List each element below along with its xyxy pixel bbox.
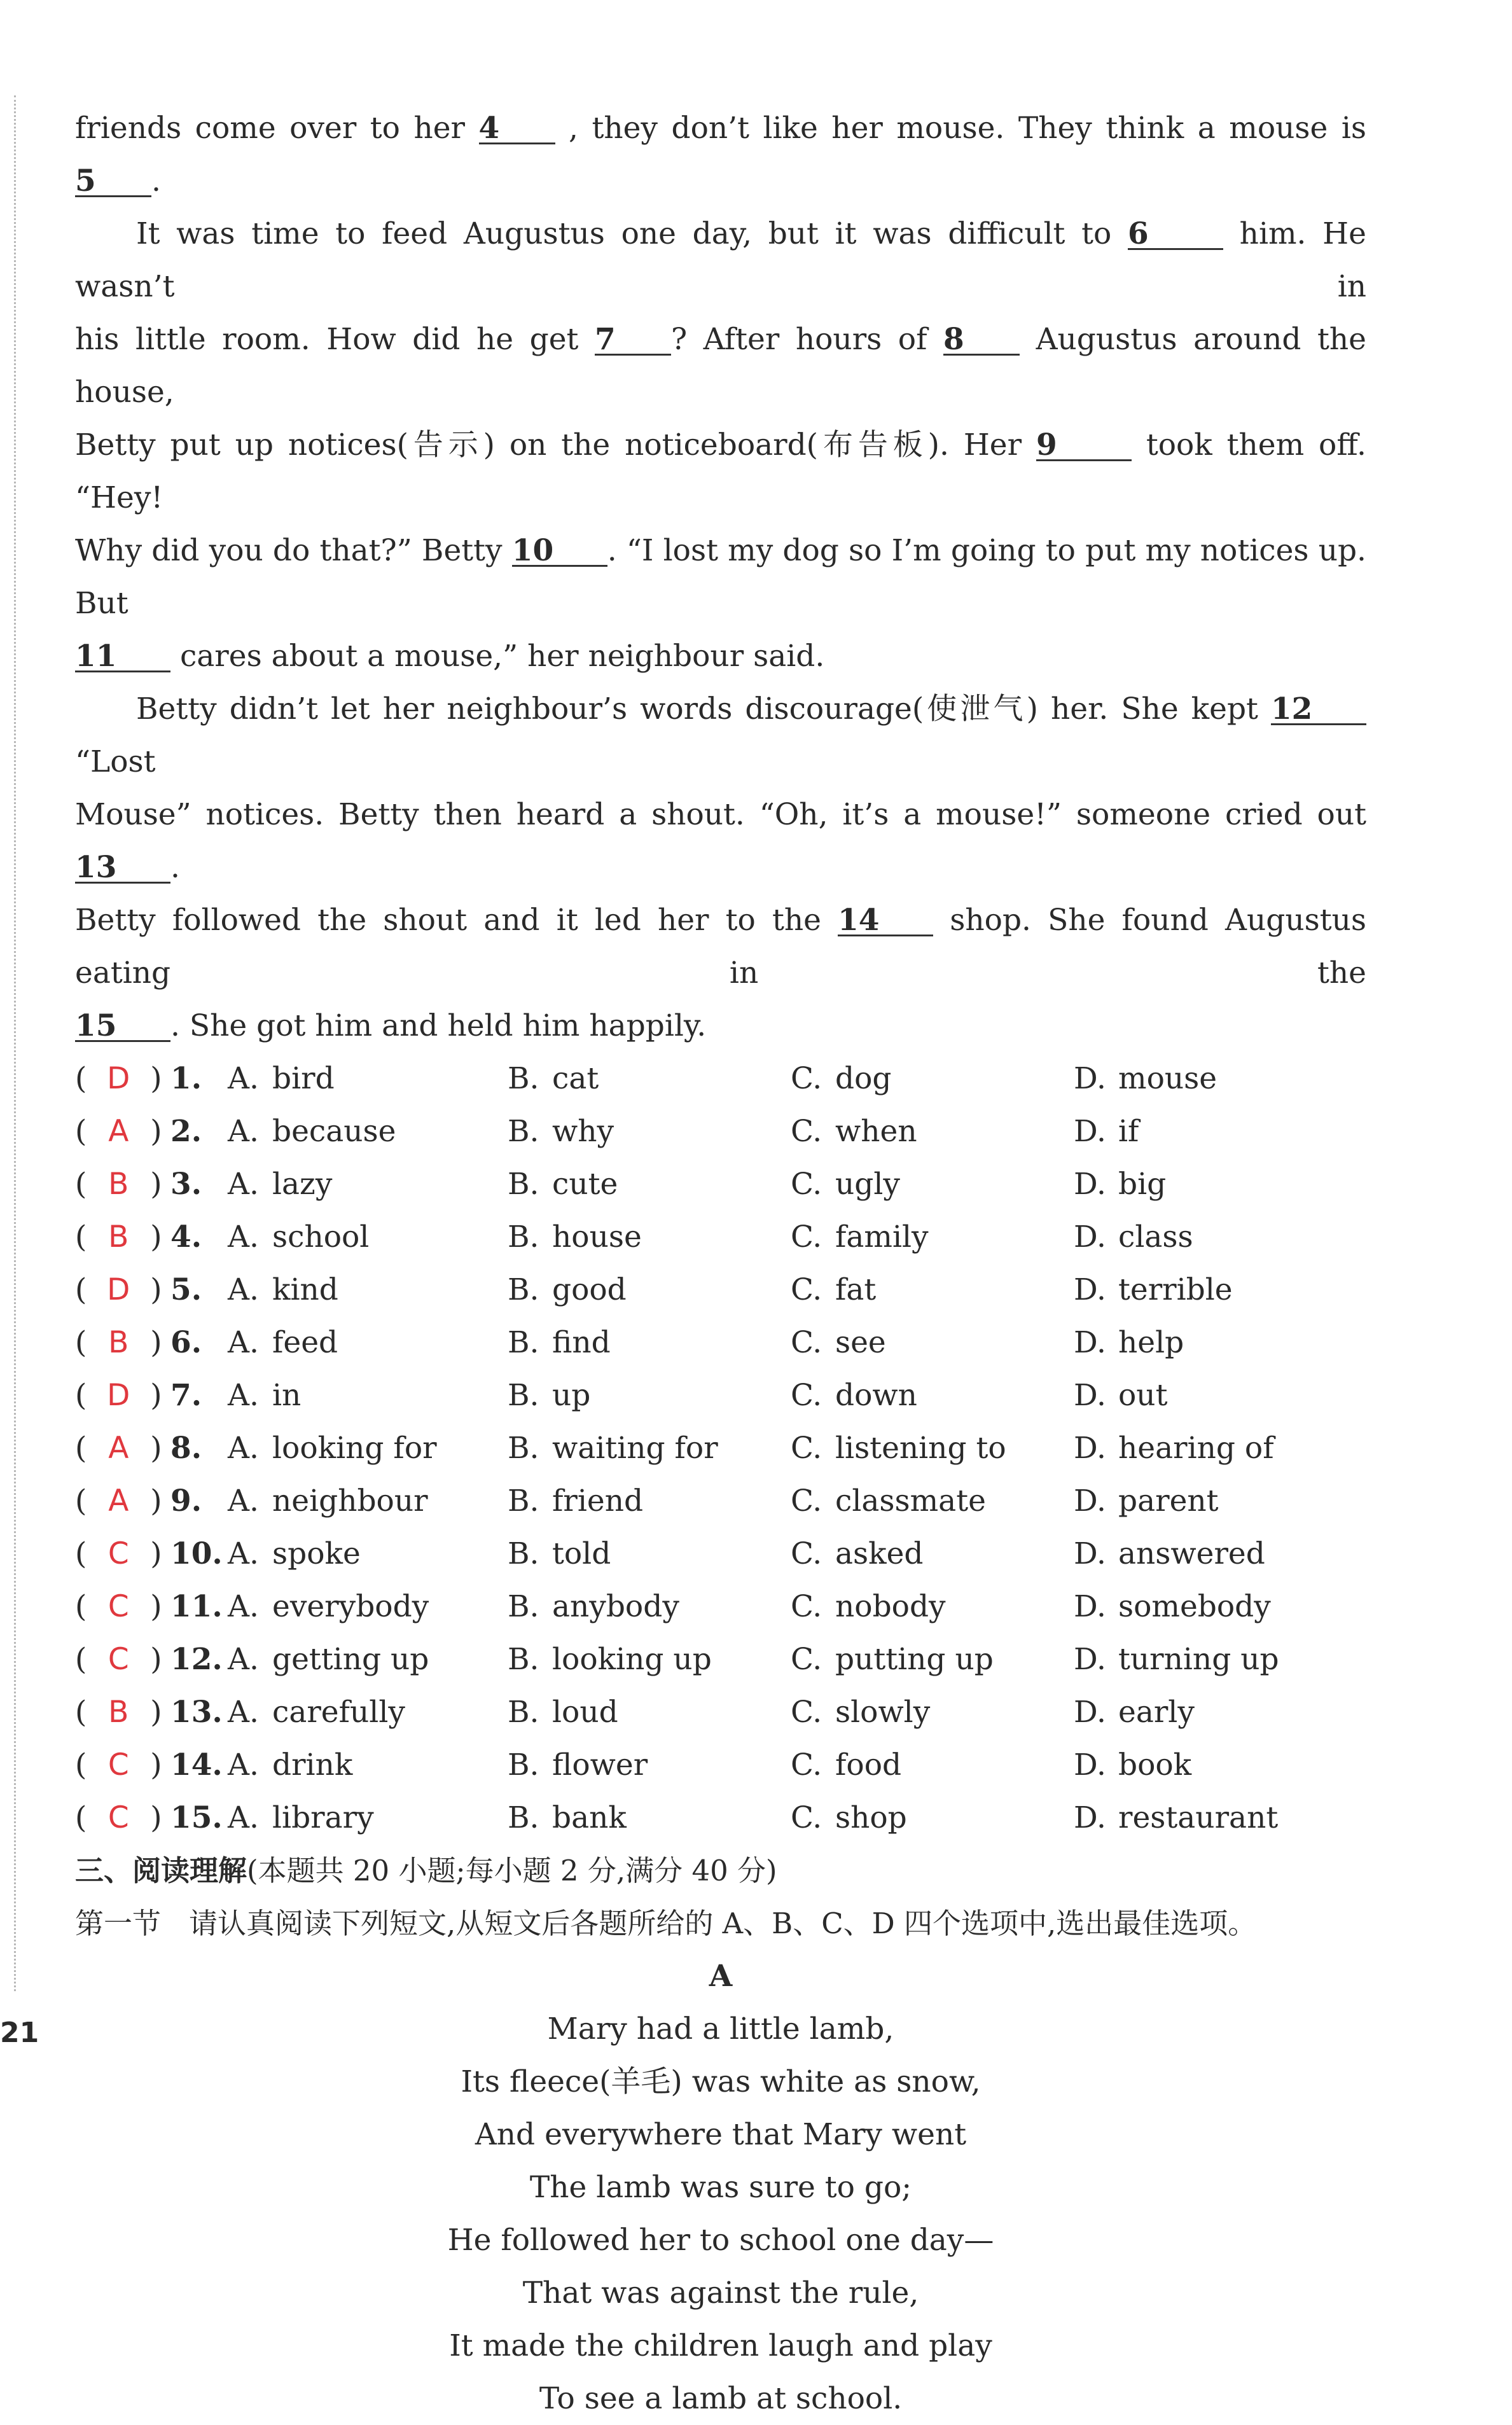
option-d [1074,1105,1139,1158]
option-text: shop [835,1800,907,1835]
answer-parenthesis: ( C ) [75,1633,164,1686]
option-letter: C. [791,1483,822,1518]
poem-line: That was against the rule, [522,2276,919,2310]
question-row [75,1739,1366,1791]
question-row [75,1791,1366,1844]
option-a [228,1211,369,1263]
option-letter: C. [791,1589,822,1624]
option-b [508,1686,618,1739]
option-b [508,1422,718,1475]
option-letter: B. [508,1642,539,1677]
answer-parenthesis: ( A ) [75,1475,164,1527]
answer-letter: C [108,1800,129,1835]
blank-8: 8 [943,326,1020,356]
passage-line: 11 cares about a mouse,” her neighbour said. [75,639,825,674]
option-text: when [835,1114,917,1149]
option-text: looking up [552,1642,712,1677]
option-d [1074,1422,1274,1475]
option-text: out [1118,1378,1168,1413]
option-letter: A. [228,1642,259,1677]
blank-15: 15 [75,1012,170,1042]
option-text: listening to [835,1431,1006,1466]
option-text: early [1118,1695,1195,1730]
option-letter: C. [791,1748,822,1782]
option-text: waiting for [552,1431,718,1466]
answer-letter: A [108,1114,129,1149]
option-text: good [552,1272,627,1307]
option-letter: B. [508,1748,539,1782]
poem-line: To see a lamb at school. [539,2381,903,2416]
question-number: 13. [170,1695,223,1730]
option-text: library [272,1800,374,1835]
question-number: 1. [170,1061,202,1096]
option-d [1074,1686,1195,1739]
answer-letter: C [108,1642,129,1677]
option-c [791,1475,986,1527]
option-text: feed [272,1325,338,1360]
option-letter: D. [1074,1378,1106,1413]
option-d [1074,1475,1219,1527]
option-letter: D. [1074,1167,1106,1202]
option-letter: B. [508,1431,539,1466]
option-text: because [272,1114,396,1149]
option-text: flower [552,1748,648,1782]
option-b [508,1263,627,1316]
option-text: dog [835,1061,892,1096]
poem [75,2003,1366,2425]
part-label: 第一节 [75,1907,162,1940]
poem-line: Mary had a little lamb, [547,2012,894,2046]
poem-line: He followed her to school one day— [447,2223,994,2258]
answer-parenthesis: ( D ) [75,1369,164,1422]
option-c [791,1527,924,1580]
margin-dotted-line [14,95,16,1991]
question-row [75,1633,1366,1686]
option-letter: A. [228,1114,259,1149]
option-letter: C. [791,1800,822,1835]
option-letter: A. [228,1800,259,1835]
option-text: putting up [835,1642,994,1677]
question-number: 3. [170,1167,202,1202]
option-text: in [272,1378,302,1413]
option-letter: D. [1074,1800,1106,1835]
option-a [228,1158,332,1211]
option-text: mouse [1118,1061,1217,1096]
option-text: nobody [835,1589,946,1624]
answer-parenthesis: ( A ) [75,1422,164,1475]
option-letter: D. [1074,1325,1106,1360]
option-c [791,1422,1006,1475]
question-row [75,1422,1366,1475]
answer-letter: B [108,1167,129,1202]
answer-parenthesis: ( C ) [75,1527,164,1580]
question-number: 14. [170,1748,223,1782]
option-letter: A. [228,1748,259,1782]
passage-line: 15 . She got him and held him happily. [75,1008,707,1043]
option-letter: C. [791,1061,822,1096]
option-text: told [552,1536,611,1571]
blank-10: 10 [512,537,607,567]
option-c [791,1686,930,1739]
option-letter: B. [508,1378,539,1413]
option-letter: A. [228,1695,259,1730]
option-letter: D. [1074,1431,1106,1466]
option-letter: A. [228,1219,259,1254]
passage-line: his little room. How did he get 7 ? After hours of 8 Augustus around the house, [75,322,1366,410]
option-d [1074,1158,1166,1211]
option-b [508,1633,712,1686]
question-number: 15. [170,1800,223,1835]
option-d [1074,1369,1167,1422]
option-d [1074,1316,1184,1369]
passage-line: It was time to feed Augustus one day, but it was difficult to 6 him. He wasn’t in [75,216,1366,304]
option-letter: C. [791,1114,822,1149]
section-note: (本题共 20 小题;每小题 2 分,满分 40 分) [247,1854,777,1887]
answer-parenthesis: ( C ) [75,1739,164,1791]
question-row [75,1580,1366,1633]
option-text: somebody [1118,1589,1271,1624]
option-text: book [1118,1748,1192,1782]
answer-parenthesis: ( D ) [75,1052,164,1105]
option-letter: B. [508,1325,539,1360]
question-row [75,1475,1366,1527]
poem-line: And everywhere that Mary went [475,2117,967,2152]
option-text: down [835,1378,917,1413]
option-c [791,1791,907,1844]
option-letter: B. [508,1589,539,1624]
option-d [1074,1211,1193,1263]
option-text: if [1118,1114,1139,1149]
option-a [228,1633,429,1686]
question-row [75,1158,1366,1211]
answer-parenthesis: ( B ) [75,1686,164,1739]
option-b [508,1580,679,1633]
option-letter: B. [508,1061,539,1096]
option-letter: A. [228,1167,259,1202]
option-letter: D. [1074,1536,1106,1571]
blank-12: 12 [1271,695,1366,725]
option-text: answered [1118,1536,1265,1571]
option-b [508,1158,618,1211]
option-text: looking for [272,1431,437,1466]
option-letter: C. [791,1695,822,1730]
question-row [75,1527,1366,1580]
option-text: cute [552,1167,618,1202]
option-b [508,1369,590,1422]
option-text: drink [272,1748,353,1782]
option-letter: A. [228,1483,259,1518]
blank-7: 7 [595,326,671,356]
option-text: family [835,1219,929,1254]
option-text: terrible [1118,1272,1233,1307]
option-a [228,1052,335,1105]
option-d [1074,1052,1217,1105]
option-letter: B. [508,1695,539,1730]
option-letter: B. [508,1536,539,1571]
option-text: find [552,1325,611,1360]
blank-11: 11 [75,643,170,672]
option-c [791,1633,994,1686]
option-text: big [1118,1167,1167,1202]
option-text: lazy [272,1167,333,1202]
option-a [228,1739,352,1791]
option-letter: B. [508,1272,539,1307]
blank-4: 4 [479,115,555,144]
option-text: why [552,1114,614,1149]
question-row [75,1686,1366,1739]
option-c [791,1263,876,1316]
option-b [508,1211,642,1263]
blank-14: 14 [838,907,933,936]
answer-letter: D [107,1378,130,1413]
question-row [75,1105,1366,1158]
option-b [508,1527,611,1580]
poem-line: It made the children laugh and play [449,2328,992,2363]
option-letter: B. [508,1219,539,1254]
option-text: friend [552,1483,644,1518]
option-text: asked [835,1536,924,1571]
option-letter: D. [1074,1061,1106,1096]
option-text: parent [1118,1483,1219,1518]
option-letter: B. [508,1800,539,1835]
option-letter: C. [791,1431,822,1466]
option-letter: C. [791,1219,822,1254]
passage-line: Betty put up notices(告示) on the noticeboard(布告板). Her 9 took them off. “Hey! [75,427,1366,515]
option-letter: B. [508,1167,539,1202]
option-c [791,1316,886,1369]
option-d [1074,1580,1271,1633]
option-letter: A. [228,1431,259,1466]
option-text: ugly [835,1167,900,1202]
passage-line: Mouse” notices. Betty then heard a shout. “Oh, it’s a mouse!” someone cried out 13 . [75,797,1366,885]
poem-line: Its fleece(羊毛) was white as snow, [461,2064,981,2099]
answer-letter: D [107,1272,130,1307]
option-d [1074,1739,1191,1791]
option-letter: C. [791,1378,822,1413]
option-letter: C. [791,1272,822,1307]
option-text: cat [552,1061,599,1096]
question-number: 8. [170,1431,202,1466]
option-letter: D. [1074,1695,1106,1730]
question-row [75,1211,1366,1263]
question-row [75,1316,1366,1369]
option-letter: A. [228,1378,259,1413]
question-list [75,1052,1366,1844]
option-c [791,1739,901,1791]
option-c [791,1105,917,1158]
option-a [228,1316,338,1369]
option-letter: A. [228,1325,259,1360]
answer-parenthesis: ( B ) [75,1158,164,1211]
option-text: everybody [272,1589,429,1624]
option-letter: D. [1074,1642,1106,1677]
question-number: 9. [170,1483,202,1518]
answer-parenthesis: ( D ) [75,1263,164,1316]
option-text: bank [552,1800,627,1835]
option-c [791,1158,900,1211]
answer-parenthesis: ( C ) [75,1791,164,1844]
option-letter: C. [791,1536,822,1571]
option-letter: C. [791,1167,822,1202]
option-a [228,1422,437,1475]
question-number: 7. [170,1378,202,1413]
option-a [228,1686,405,1739]
answer-letter: A [108,1483,129,1518]
blank-13: 13 [75,854,170,884]
option-d [1074,1791,1278,1844]
worksheet-page [75,102,1366,2425]
option-text: turning up [1118,1642,1279,1677]
option-text: house [552,1219,642,1254]
option-c [791,1052,891,1105]
option-letter: A. [228,1272,259,1307]
question-number: 5. [170,1272,202,1307]
question-row [75,1263,1366,1316]
blank-6: 6 [1128,220,1223,250]
option-a [228,1580,429,1633]
question-row [75,1052,1366,1105]
question-number: 11. [170,1589,223,1624]
option-a [228,1263,338,1316]
option-c [791,1580,946,1633]
option-letter: B. [508,1483,539,1518]
option-letter: D. [1074,1589,1106,1624]
option-text: bird [272,1061,335,1096]
option-d [1074,1263,1233,1316]
option-b [508,1105,614,1158]
blank-5: 5 [75,167,151,197]
option-letter: A. [228,1536,259,1571]
option-letter: C. [791,1325,822,1360]
option-text: see [835,1325,886,1360]
question-number: 6. [170,1325,202,1360]
answer-parenthesis: ( B ) [75,1211,164,1263]
answer-letter: C [108,1748,129,1782]
section-title: 三、阅读理解(本题共 20 小题;每小题 2 分,满分 40 分) [75,1854,777,1887]
option-b [508,1316,611,1369]
option-a [228,1369,301,1422]
option-d [1074,1633,1279,1686]
option-letter: C. [791,1642,822,1677]
page-number: 21 [0,2017,39,2049]
question-number: 4. [170,1219,202,1254]
answer-letter: D [107,1061,130,1096]
answer-letter: C [108,1589,129,1624]
section-instruction: 第一节 请认真阅读下列短文,从短文后各题所给的 A、B、C、D 四个选项中,选出最佳选项。 [75,1907,1257,1940]
option-a [228,1527,361,1580]
option-letter: D. [1074,1114,1106,1149]
answer-letter: A [108,1431,129,1466]
option-c [791,1369,917,1422]
option-text: kind [272,1272,338,1307]
option-b [508,1475,643,1527]
option-text: restaurant [1118,1800,1279,1835]
option-letter: D. [1074,1483,1106,1518]
option-b [508,1052,599,1105]
question-number: 10. [170,1536,223,1571]
option-text: neighbour [272,1483,428,1518]
option-b [508,1791,627,1844]
option-text: carefully [272,1695,405,1730]
option-letter: D. [1074,1219,1106,1254]
blank-9: 9 [1036,431,1132,461]
option-a [228,1791,374,1844]
option-text: school [272,1219,370,1254]
passage-a-title: A [709,1959,733,1994]
option-text: slowly [835,1695,931,1730]
option-letter: A. [228,1589,259,1624]
option-text: loud [552,1695,618,1730]
option-b [508,1739,648,1791]
option-text: class [1118,1219,1193,1254]
option-text: anybody [552,1589,679,1624]
question-number: 2. [170,1114,202,1149]
question-row [75,1369,1366,1422]
option-text: food [835,1748,902,1782]
answer-letter: B [108,1695,129,1730]
answer-letter: C [108,1536,129,1571]
option-text: spoke [272,1536,361,1571]
option-text: fat [835,1272,877,1307]
option-letter: A. [228,1061,259,1096]
option-text: help [1118,1325,1184,1360]
option-text: up [552,1378,591,1413]
answer-letter: B [108,1325,129,1360]
option-text: getting up [272,1642,429,1677]
option-c [791,1211,929,1263]
option-letter: D. [1074,1272,1106,1307]
answer-parenthesis: ( A ) [75,1105,164,1158]
option-d [1074,1527,1265,1580]
option-text: classmate [835,1483,986,1518]
passage-line: Betty followed the shout and it led her to the 14 shop. She found Augustus eating in the [75,903,1366,990]
option-letter: D. [1074,1748,1106,1782]
question-number: 12. [170,1642,223,1677]
poem-line: The lamb was sure to go; [529,2170,912,2205]
option-a [228,1475,428,1527]
passage-line: Betty didn’t let her neighbour’s words discourage(使泄气) her. She kept 12 “Lost [75,683,1366,788]
answer-parenthesis: ( B ) [75,1316,164,1369]
option-text: hearing of [1118,1431,1274,1466]
answer-parenthesis: ( C ) [75,1580,164,1633]
option-letter: B. [508,1114,539,1149]
option-a [228,1105,396,1158]
passage-line: friends come over to her 4 , they don’t like her mouse. They think a mouse is 5 . [75,111,1366,198]
answer-letter: B [108,1219,129,1254]
passage-line: Why did you do that?” Betty 10 . “I lost my dog so I’m going to put my notices up. But [75,533,1366,621]
